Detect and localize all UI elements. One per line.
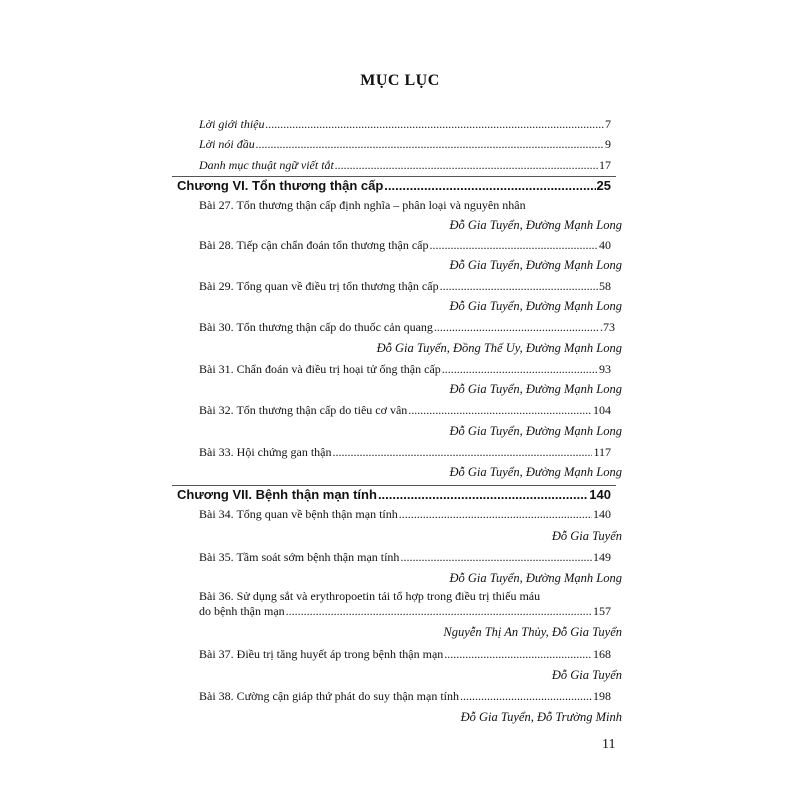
chapter-title: Chương VII. Bệnh thận mạn tính [177,487,377,502]
toc-lesson-37[interactable] [199,647,611,662]
dot-leader [286,604,592,619]
lesson-authors: Đỗ Gia Tuyển, Đường Mạnh Long [449,299,622,313]
toc-lesson-33[interactable] [199,445,611,460]
lesson-page: 157 [593,604,611,618]
entry-title: Lời giới thiệu [199,117,265,131]
lesson-authors: Đỗ Gia Tuyển, Đường Mạnh Long [449,218,622,232]
toc-lesson-32[interactable] [199,403,611,418]
lesson-page: .73 [600,320,615,334]
entry-page: 9 [605,137,611,151]
entry-page: 7 [605,117,611,131]
dot-leader [384,178,595,193]
lesson-authors: Đỗ Gia Tuyển, Đường Mạnh Long [449,258,622,272]
toc-entry-preface[interactable] [199,137,611,152]
lesson-page: 168 [593,647,611,661]
dot-leader [429,238,598,253]
toc-title: MỤC LỤC [360,72,440,89]
dot-leader [335,158,598,173]
dot-leader [399,507,592,522]
chapter-title: Chương VI. Tổn thương thận cấp [177,178,384,193]
toc-lesson-29[interactable] [199,279,611,294]
lesson-title: Bài 31. Chẩn đoán và điều trị hoại tử ống thận cấp [199,362,441,376]
toc-chapter-7[interactable] [177,487,611,502]
dot-leader [265,117,604,132]
dot-leader [444,647,592,662]
toc-lesson-38[interactable] [199,689,611,704]
lesson-page: 93 [599,362,611,376]
lesson-page: 149 [593,550,611,564]
lesson-authors: Đỗ Gia Tuyển [551,668,622,682]
lesson-title: Bài 30. Tổn thương thận cấp do thuốc cản quang [199,320,433,334]
toc-lesson-34[interactable] [199,507,611,522]
toc-lesson-36-line1[interactable]: Bài 36. Sử dụng sắt và erythropoetin tái tổ hợp trong điều trị thiếu máu [199,589,541,603]
lesson-title: Bài 37. Điều trị tăng huyết áp trong bệnh thận mạn [199,647,444,661]
dot-leader [434,320,599,335]
lesson-authors: Đỗ Gia Tuyển, Đường Mạnh Long [449,424,622,438]
lesson-authors: Đỗ Gia Tuyển, Đường Mạnh Long [449,382,622,396]
dot-leader [256,137,604,152]
lesson-title: Bài 29. Tổng quan về điều trị tổn thương thận cấp [199,279,439,293]
toc-lesson-30[interactable] [199,320,615,335]
dot-leader [460,689,592,704]
chapter-page: 140 [589,487,611,502]
lesson-title: Bài 32. Tổn thương thận cấp do tiêu cơ vân [199,403,408,417]
toc-lesson-27[interactable] [199,198,611,213]
lesson-page: 140 [593,507,611,521]
lesson-authors: Đỗ Gia Tuyển, Đồng Thế Uy, Đường Mạnh Long [376,341,622,355]
entry-title: Lời nói đầu [199,137,255,151]
lesson-authors: Đỗ Gia Tuyển, Đỗ Trường Minh [460,710,622,724]
toc-entry-intro[interactable] [199,117,611,132]
toc-lesson-28[interactable] [199,238,611,253]
entry-page: 17 [599,158,611,172]
lesson-page: 198 [593,689,611,703]
lesson-page: 104 [593,403,611,417]
lesson-authors: Đỗ Gia Tuyển, Đường Mạnh Long [449,571,622,585]
dot-leader [400,550,592,565]
toc-lesson-36[interactable] [199,604,611,619]
lesson-title: Bài 33. Hội chứng gan thận [199,445,332,459]
chapter-page: 25 [596,178,611,193]
toc-lesson-31[interactable] [199,362,611,377]
dot-leader [440,279,598,294]
lesson-title: Bài 38. Cường cận giáp thứ phát do suy thận mạn tính [199,689,459,703]
lesson-title: Bài 34. Tổng quan về bệnh thận mạn tính [199,507,398,521]
dot-leader [378,487,588,502]
toc-lesson-35[interactable] [199,550,611,565]
lesson-page: 117 [593,445,611,459]
dot-leader [332,445,592,460]
lesson-title: do bệnh thận mạn [199,604,285,618]
lesson-title: Bài 28. Tiếp cận chẩn đoán tổn thương thận cấp [199,238,429,252]
dot-leader [408,403,592,418]
lesson-page: 58 [599,279,611,293]
lesson-title: Bài 27. Tổn thương thận cấp định nghĩa – phân loại và nguyên nhân [199,198,526,212]
lesson-authors: Đỗ Gia Tuyển, Đường Mạnh Long [449,465,622,479]
lesson-authors: Đỗ Gia Tuyển [551,529,622,543]
chapter-separator [172,176,616,177]
lesson-page: 40 [599,238,611,252]
dot-leader [442,362,598,377]
toc-entry-abbreviations[interactable] [199,158,611,173]
lesson-authors: Nguyễn Thị An Thủy, Đỗ Gia Tuyển [443,625,622,639]
toc-chapter-6[interactable] [177,178,611,193]
entry-title: Danh mục thuật ngữ viết tắt [199,158,334,172]
lesson-title: Bài 35. Tầm soát sớm bệnh thận mạn tính [199,550,400,564]
page-number: 11 [602,737,616,752]
chapter-separator [172,485,616,486]
